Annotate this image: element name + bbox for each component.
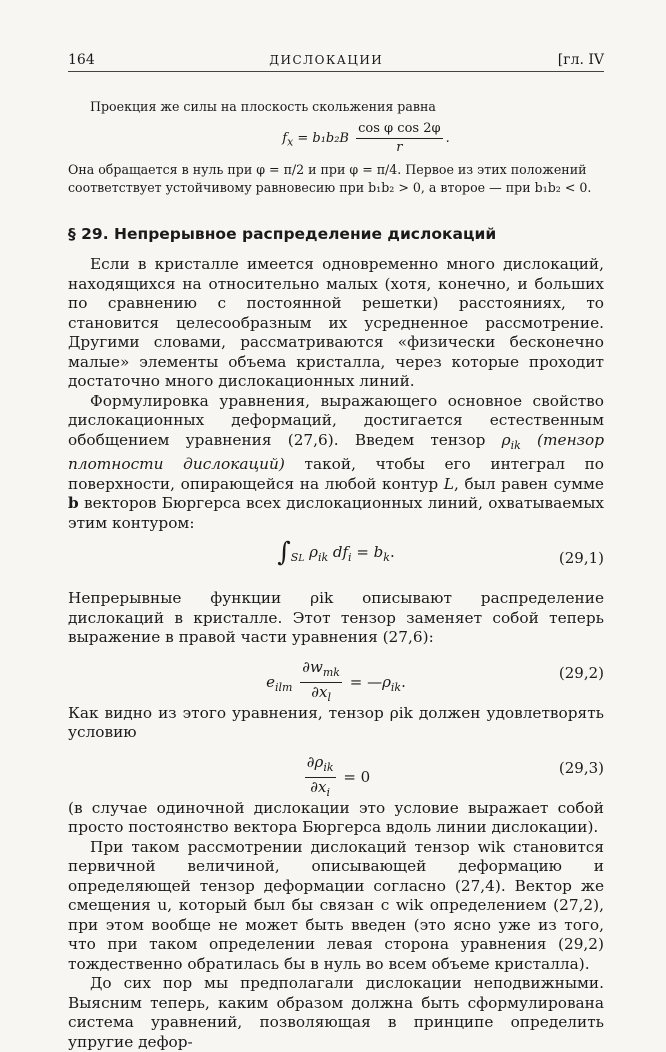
formula-denominator: r xyxy=(396,140,403,155)
p2-part-c: такой, чтобы его интеграл по поверхности, опирающейся на любой контур xyxy=(68,455,605,493)
eq1-mid-sub: i xyxy=(348,551,352,564)
intro-line-1: Проекция же силы на плоскость скольжения равна xyxy=(90,99,436,114)
equation-29-2-body xyxy=(68,658,604,708)
eq1-rhs-sub: k xyxy=(383,551,390,564)
equation-29-3-body xyxy=(68,753,604,803)
eq3-num-sub: ik xyxy=(323,760,334,774)
eq2-den-sub: l xyxy=(327,691,331,704)
eq3-num: ∂ρ xyxy=(306,752,324,771)
eq2-lhs: e xyxy=(266,672,275,691)
p2-part-b: (тензор плотности дислокаций) xyxy=(68,430,604,473)
formula-numerator: cos φ cos 2φ xyxy=(356,120,442,139)
section-title: § 29. Непрерывное распределение дислокаций xyxy=(68,225,497,243)
p2-rho-sub: ik xyxy=(510,438,521,452)
equation-29-1-body xyxy=(68,537,604,570)
formula-lhs-sub: x xyxy=(287,135,294,149)
eq3-denominator xyxy=(305,778,336,803)
equation-29-3 xyxy=(68,749,604,799)
equation-number-29-1: (29,1) xyxy=(558,549,604,567)
eq2-fraction xyxy=(300,658,342,708)
p2-part-d: , был равен сумме xyxy=(453,474,604,493)
formula-mid: = b₁b₂B xyxy=(297,131,349,146)
equation-29-2 xyxy=(68,654,604,704)
p2-part-e: векторов Бюргерса всех дислокационных линий, охватываемых этим контуром: xyxy=(68,494,604,532)
p2-rho: ρ xyxy=(501,430,511,449)
eq2-denominator xyxy=(300,683,342,708)
eq3-numerator xyxy=(305,753,336,779)
eq2-lhs-sub: ilm xyxy=(275,680,293,694)
eq3-den-sub: i xyxy=(326,786,331,799)
eq3-rhs: = 0 xyxy=(338,767,371,786)
chapter-label: [гл. IV xyxy=(557,52,604,68)
paragraph-2 xyxy=(68,392,604,534)
eq1-end: . xyxy=(389,543,395,561)
integral-sub: S xyxy=(290,551,299,564)
eq2-num: ∂w xyxy=(302,657,323,676)
intro-block xyxy=(68,98,604,197)
eq2-rhs: = —ρ xyxy=(344,672,391,691)
formula-fraction xyxy=(356,120,442,157)
intro-line-2: Она обращается в нуль при φ = π/2 и при φ = π/4. Первое из этих положений соответствует устойчивому равновесию при b₁b₂ > 0, а второе — при b₁b₂ < 0. xyxy=(68,162,592,195)
paragraph-1: Если в кристалле имеется одновременно много дислокаций, находящихся на относительно малых (хотя, конечно, и больших по сравнению с постоянной решетки) расстояниях, то становится целесообразным их усредненное рассмотрение. Другими словами, рассматриваются «физически бесконечно малые» элементы объема кристалла, через которые проходит достаточно много дислокационных линий. xyxy=(68,255,604,390)
eq2-numerator xyxy=(300,658,342,684)
integral-sign: ∫ xyxy=(277,537,291,568)
integral-subsub: L xyxy=(298,554,305,564)
equation-number-29-2: (29,2) xyxy=(558,663,604,682)
p2-vector-b: b xyxy=(68,494,79,512)
force-projection-formula xyxy=(128,120,604,157)
paragraph-7: До сих пор мы предполагали дислокации неподвижными. Выясним теперь, каким образом должна быть сформулирована система уравнений, позволяющая в принципе определить упругие дефор- xyxy=(68,974,604,1051)
section-body xyxy=(68,255,604,1052)
paragraph-6: При таком рассмотрении дислокаций тензор wik становится первичной величиной, описывающей деформацию и определяющей тензор деформации согласно (27,4). Вектор же смещения u, который был бы связан с wik определением (27,2), при этом вообще не может быть введен (это ясно уже из того, что при таком определении левая сторона уравнения (29,2) тождественно обратилась бы в нуль во всем объеме кристалла). xyxy=(68,837,604,973)
formula-end: . xyxy=(445,131,450,146)
running-title: ДИСЛОКАЦИИ xyxy=(269,53,384,67)
eq3-fraction xyxy=(305,753,336,803)
page-number: 164 xyxy=(68,52,95,68)
eq2-rhs-sub: ik xyxy=(390,680,402,694)
eq1-rhs: = b xyxy=(351,543,384,561)
formula-lhs: f xyxy=(282,131,288,146)
p2-part-a: Формулировка уравнения, выражающего основное свойство дислокационных деформаций, достигается естественным обобщением уравнения (27,6). Введем тензор xyxy=(68,391,604,449)
paragraph-4: Как видно из этого уравнения, тензор ρik должен удовлетворять условию xyxy=(68,703,604,741)
eq2-num-sub: mk xyxy=(322,665,340,679)
equation-29-1 xyxy=(68,539,604,583)
eq1-body-sub: ik xyxy=(317,551,329,564)
equation-number-29-3: (29,3) xyxy=(558,758,604,777)
page-header xyxy=(68,52,604,72)
eq1-body: ρ xyxy=(309,543,318,561)
p2-contour-L: L xyxy=(443,474,454,493)
eq3-den: ∂x xyxy=(310,778,327,796)
eq2-den: ∂x xyxy=(311,683,328,701)
eq2-end: . xyxy=(401,672,406,691)
paragraph-5: (в случае одиночной дислокации это условие выражает собой просто постоянство вектора Бюргерса вдоль линии дислокации). xyxy=(68,798,604,836)
eq1-mid: df xyxy=(328,543,349,561)
page xyxy=(68,52,604,1052)
paragraph-3: Непрерывные функции ρik описывают распределение дислокаций в кристалле. Этот тензор заменяет собой теперь выражение в правой части уравнения (27,6): xyxy=(68,589,604,646)
